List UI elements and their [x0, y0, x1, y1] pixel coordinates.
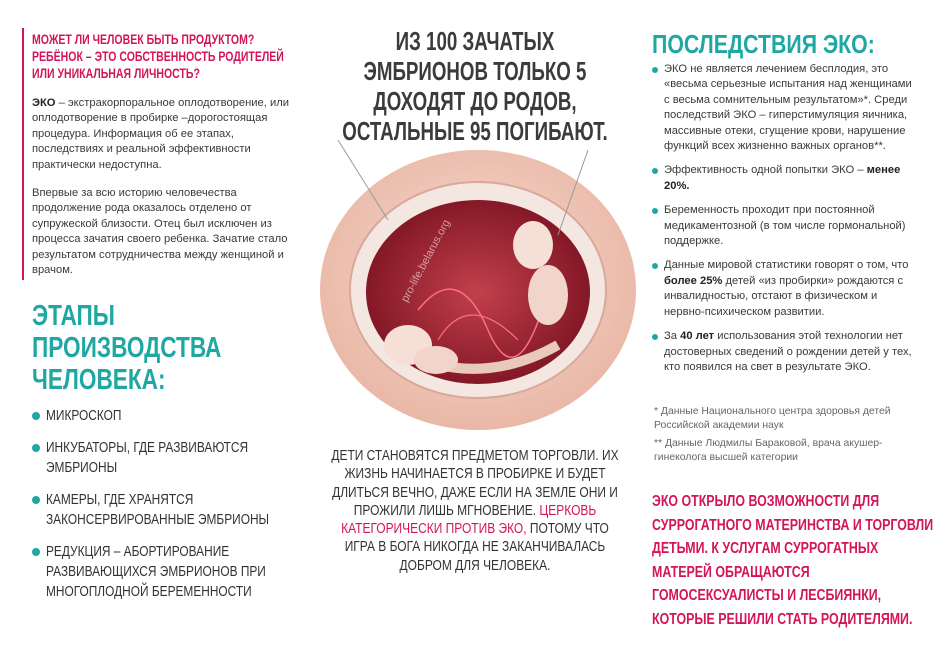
consequences-list	[652, 62, 920, 384]
embryo-body	[528, 265, 568, 325]
embryo-body	[414, 346, 458, 374]
footnote-2: ** Данные Людмилы Бараковой, врача акушер-гинеколога высшей категории	[654, 438, 883, 463]
watermark: pro-life.belarus.org	[399, 217, 453, 305]
intro-accent-rule	[22, 28, 24, 280]
intro-paragraph-eko	[32, 96, 304, 173]
consequence-item: ЭКО не является лечением бесплодия, это «весьма серьезные испытания над женщинами с весьма сомнительным результатом»*. Среди последствий ЭКО – гиперстимуляция яичника, массивные отеки, сгущение крови, нарушение функций всех жизненно важных органов**.	[652, 62, 920, 154]
womb-embryo-illustration	[318, 140, 638, 440]
consequence-item: За 40 лет использования этой технологии нет достоверных сведений о рождении детей у тех, кто появился на свет в результате ЭКО.	[652, 329, 920, 375]
center-bottom-text	[330, 447, 620, 575]
stage-item: КАМЕРЫ, ГДЕ ХРАНЯТСЯ ЗАКОНСЕРВИРОВАННЫЕ ЭМБРИОНЫ	[32, 490, 312, 530]
footnote-1: * Данные Национального центра здоровья детей Российской академии наук	[654, 406, 891, 431]
consequence-item: Эффективность одной попытки ЭКО – менее 20%.	[652, 163, 920, 194]
intro-paragraph-history: Впервые за всю историю человечества продолжение рода оказалось отделено от супружеской близости. Отец был исключен из процесса зачатия своего ребенка. Зачатие стало результатом сотрудничества между женщиной и врачом.	[32, 187, 288, 277]
headline: ИЗ 100 ЗАЧАТЫХ ЭМБРИОНОВ ТОЛЬКО 5 ДОХОДЯТ ДО РОДОВ, ОСТАЛЬНЫЕ 95 ПОГИБАЮТ.	[342, 26, 608, 146]
stages-title: ЭТАПЫ ПРОИЗВОДСТВА ЧЕЛОВЕКА:	[32, 300, 222, 396]
eko-definition: – экстракорпоральное оплодотворение, или оплодотворение в пробирке –дорогостоящая процедура. Информация об ее этапах, последствиях и реальной эффективности практически недоступна.	[32, 97, 290, 171]
stage-item: ИНКУБАТОРЫ, ГДЕ РАЗВИВАЮТСЯ ЭМБРИОНЫ	[32, 438, 312, 478]
surrogacy-statement: ЭКО ОТКРЫЛО ВОЗМОЖНОСТИ ДЛЯ СУРРОГАТНОГО МАТЕРИНСТВА И ТОРГОВЛИ ДЕТЬМИ. К УСЛУГАМ СУРРОГАТНЫХ МАТЕРЕЙ ОБРАЩАЮТСЯ ГОМОСЕКСУАЛИСТЫ И ЛЕСБИЯНКИ, КОТОРЫЕ РЕШИЛИ СТАТЬ РОДИТЕЛЯМИ.	[652, 493, 934, 628]
stages-list	[32, 406, 312, 614]
consequence-item: Беременность проходит при постоянной медикаментозной (в том числе гормональной) поддержке.	[652, 203, 920, 249]
consequences-title: ПОСЛЕДСТВИЯ ЭКО:	[652, 29, 875, 59]
stage-item: МИКРОСКОП	[32, 406, 312, 426]
embryo-head	[513, 221, 553, 269]
trade-statement: ДЕТИ СТАНОВЯТСЯ ПРЕДМЕТОМ ТОРГОВЛИ. ИХ ЖИЗНЬ НАЧИНАЕТСЯ В ПРОБИРКЕ И БУДЕТ ДЛИТЬСЯ ВЕЧНО, ДАЖЕ ЕСЛИ НА ЗЕМЛЕ ОНИ И ПРОЖИЛИ ЛИШЬ МГНОВЕНИЕ.	[331, 448, 619, 519]
church-statement: ЦЕРКОВЬ КАТЕГОРИЧЕСКИ ПРОТИВ ЭКО,	[341, 502, 597, 538]
intro-question: МОЖЕТ ЛИ ЧЕЛОВЕК БЫТЬ ПРОДУКТОМ? РЕБЁНОК – ЭТО СОБСТВЕННОСТЬ РОДИТЕЛЕЙ ИЛИ УНИКАЛЬНАЯ ЛИЧНОСТЬ?	[32, 32, 284, 81]
stage-item: РЕДУКЦИЯ – АБОРТИРОВАНИЕ РАЗВИВАЮЩИХСЯ ЭМБРИОНОВ ПРИ МНОГОПЛОДНОЙ БЕРЕМЕННОСТИ	[32, 542, 312, 602]
eko-term: ЭКО	[32, 97, 56, 109]
church-statement-tail: ПОТОМУ ЧТО ИГРА В БОГА НИКОГДА НЕ ЗАКАНЧИВАЛАСЬ ДОБРОМ ДЛЯ ЧЕЛОВЕКА.	[344, 521, 609, 574]
consequence-item: Данные мировой статистики говорят о том, что более 25% детей «из пробирки» рождаются с инвалидностью, отстают в физическом и нервно-психическом развитии.	[652, 258, 920, 320]
